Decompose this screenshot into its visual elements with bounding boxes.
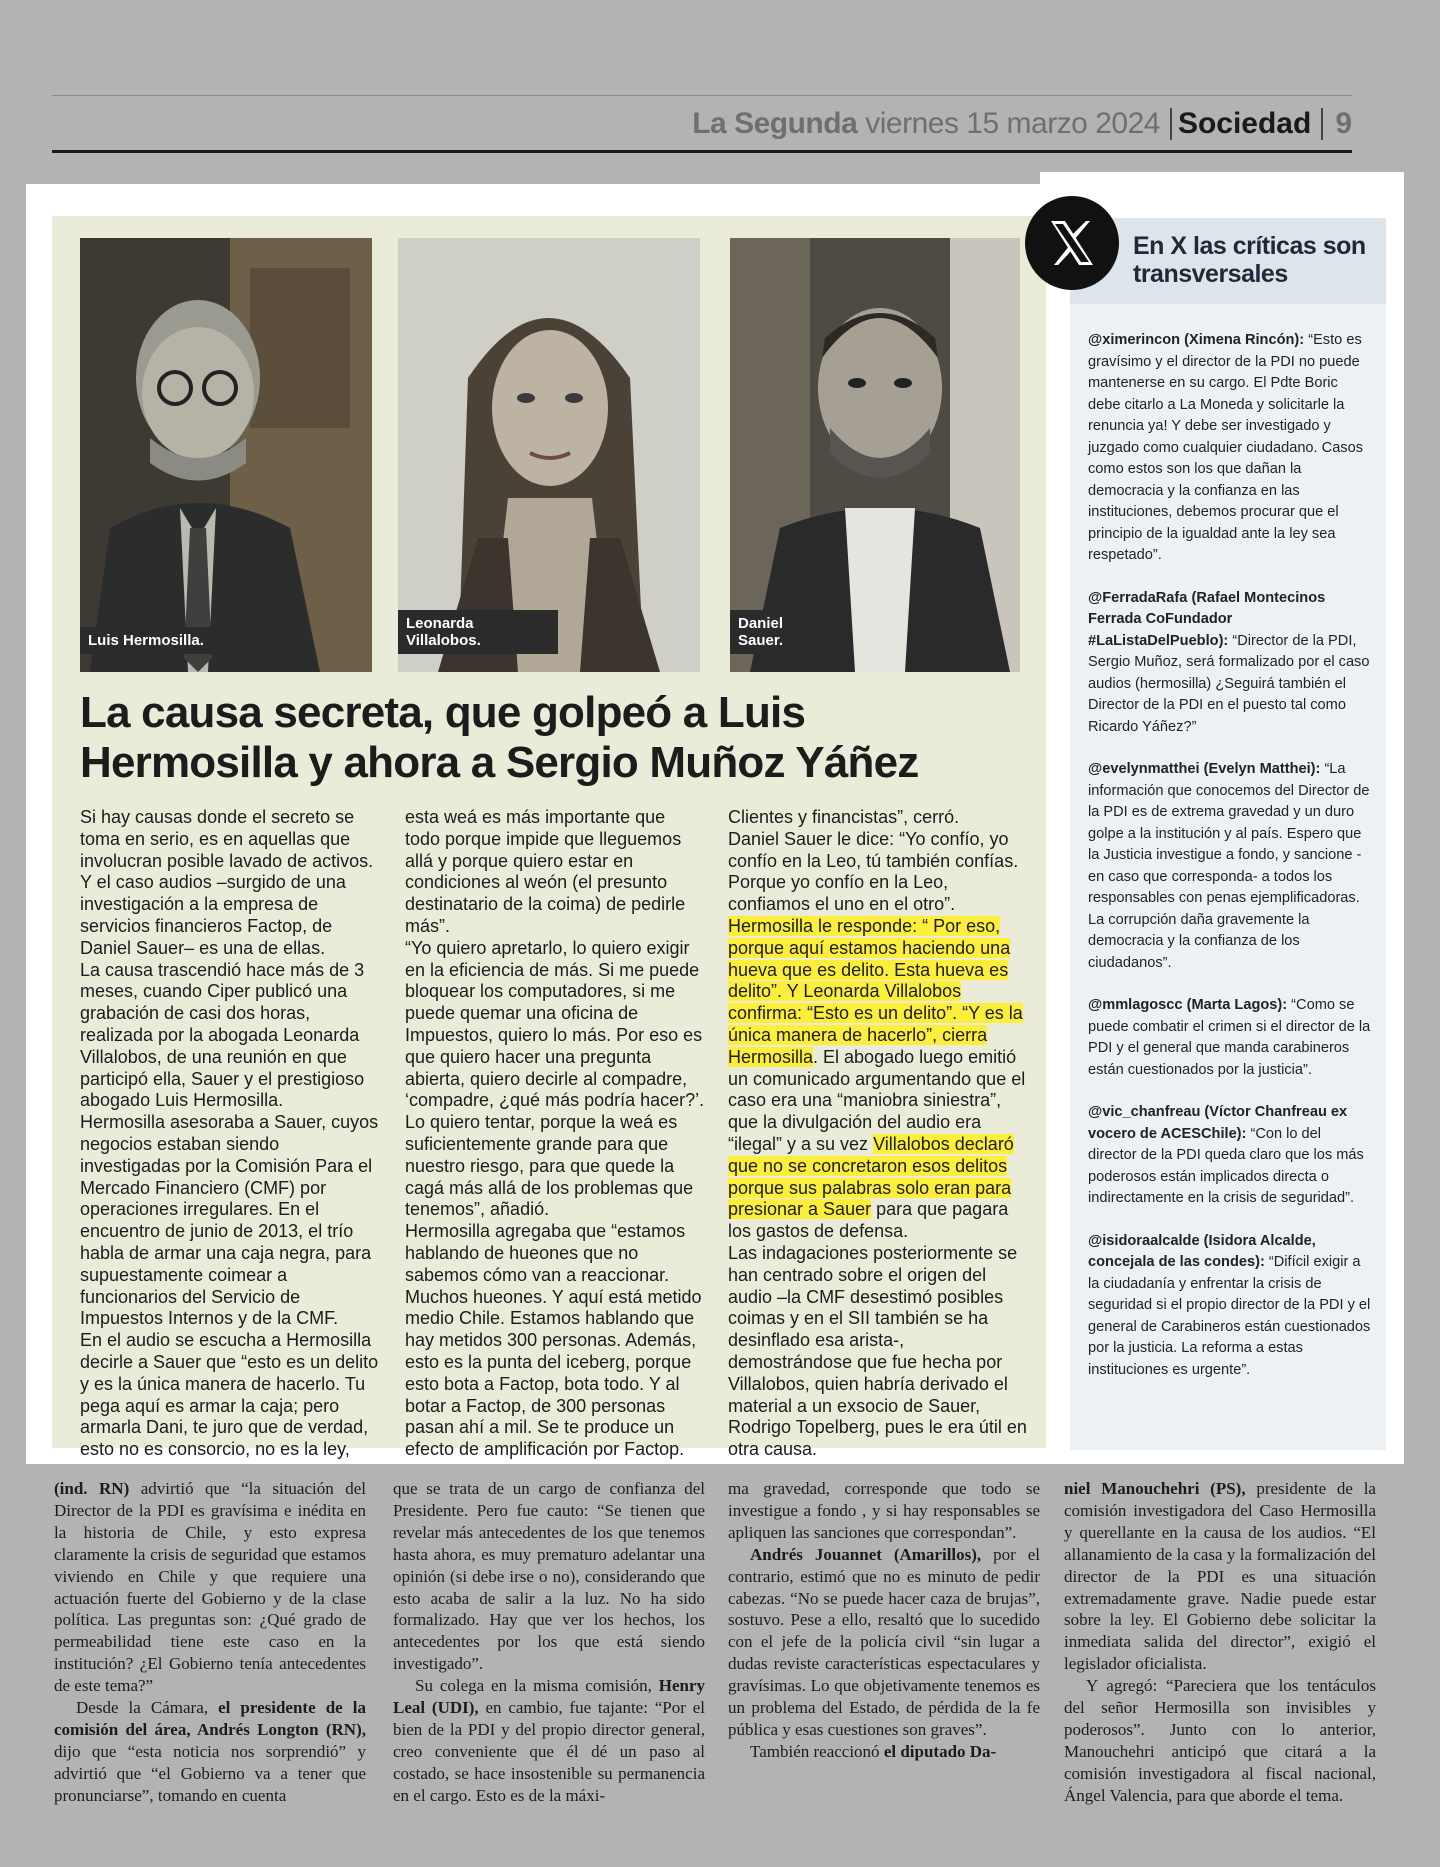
x-logo-icon: [1025, 196, 1119, 290]
article-paragraph: “Yo quiero apretarlo, lo quiero exigir en la eficiencia de más. Si me puede bloquear los computadores, si me puede quemar una oficina de Impuestos, quiero lo más. Por eso es que quiero hacer una pregunta abierta, quiero decirle al compadre, ‘compadre, ¿qué más podría hacer?’. Lo quiero tentar, porque la weá es suficientemente grande para que nuestro riesgo, para que quede la cagá más allá de los problemas que tenemos”, añadió.: [405, 937, 705, 1220]
bold-text: niel Manouchehri (PS),: [1064, 1479, 1246, 1498]
bold-text: el presidente de la comisión del área, Andrés Longton (RN),: [54, 1698, 366, 1739]
bottom-column-1: [54, 1478, 366, 1807]
article-paragraph: Si hay causas donde el secreto se toma en serio, es en aquellas que involucran posible lavado de activos. Y el caso audios –surgido de una investigación a la empresa de servicios financieros Factop, de Daniel Sauer– es una de ellas.: [80, 807, 374, 958]
portrait-image: [398, 238, 700, 672]
highlighted-quote: Hermosilla le responde: “ Por eso, porque aquí estamos haciendo una hueva que es delito. Esta hueva es delito”. Y Leonarda Villalobos confirma: “Esto es un delito”. “Y es la única manera de hacerlo”, cierra Hermosilla: [728, 915, 1023, 1067]
masthead: [52, 98, 1352, 150]
article-text: . El abogado luego emitió un comunicado argumentando que el caso era una “maniobra siniestra”, que la divulgación del audio era “ilegal” y a su vez: [728, 1046, 1026, 1154]
article-paragraph: esta weá es más importante que todo porque impide que lleguemos allá y porque quiero estar en condiciones al weón (el presunto destinatario de la coima) de pedirle más”.: [405, 807, 686, 936]
bottom-paragraph: [728, 1544, 1040, 1741]
post-text: “Con lo del director de la PDI queda claro que los más poderosos están implicados directa o indirectamente en la crisis de seguridad”.: [1088, 1125, 1364, 1206]
portrait-image: [730, 238, 1020, 672]
bottom-paragraph: que se trata de un cargo de confianza del Presidente. Pero fue cauto: “Se tienen que revelar más antecedentes de los que tenemos hasta ahora, es muy prematuro adelantar una opinión (si debe irse o no), considerando que esto acaba de salir a la luz. No ha sido formalizado. Hay que ver los hechos, los antecedentes por los que está siendo investigado”.: [393, 1479, 705, 1674]
highlighted-quote: Villalobos declaró que no se concretaron esos delitos porque sus palabras solo eran para presionar a Sauer: [728, 1133, 1014, 1220]
masthead-bottom-rule: [52, 150, 1352, 153]
photo-leonarda-villalobos: [398, 238, 700, 672]
issue-date: viernes 15 marzo 2024: [865, 107, 1160, 140]
post-handle: @isidoraalcalde (Isidora Alcalde, concejala de las condes):: [1088, 1232, 1316, 1270]
post-text: “Difícil exigir a la ciudadanía y enfrentar la crisis de seguridad si el propio director de la PDI y el general de Carabineros están cuestionados por la justicia. La reforma a estas instituciones es urgente”.: [1088, 1254, 1371, 1378]
article-paragraph: Clientes y financistas”, cerró.: [728, 807, 960, 827]
bottom-column-2: [393, 1478, 705, 1807]
post-handle: @mmlagoscc (Marta Lagos):: [1088, 997, 1288, 1013]
bold-text: Henry Leal (UDI),: [393, 1676, 705, 1718]
body-text: por el contrario, estimó que no es minuto de pedir cabezas. “No se puede hacer caza de brujas”, sostuvo. Pese a ello, resaltó que lo sucedido con el jefe de la policía civil “sin lugar a dudas reviste características espectaculares y gravísimas. Lo que objetivamente tenemos es un problema del Estado, de pérdida de la fe pública y esas cuestiones son graves”.: [728, 1544, 1040, 1739]
body-text: advirtió que “la situación del Director de la PDI es gravísima e inédita en la historia de Chile, y esto expresa claramente la crisis de seguridad que estamos viviendo en Chile y que requiere una actuación fuerte del Gobierno y de la clase política. Las preguntas son: ¿Qué grado de permeabilidad tiene este caso en la institución? ¿El Gobierno tenía antecedentes de este tema?”: [54, 1479, 366, 1696]
bottom-paragraph: Y agregó: “Pareciera que los tentáculos del señor Hermosilla son invisibles y poderosos”. Junto con lo anterior, Manouchehri anticipó que citará a la comisión investigadora al fiscal nacional, Ángel Valencia, para que aborde el tema.: [1064, 1676, 1376, 1805]
newspaper-name: La Segunda: [692, 107, 858, 140]
article-column-3: [728, 807, 1032, 1461]
photo-caption: Daniel Sauer.: [730, 610, 836, 654]
post-text: “La información que conocemos del Director de la PDI es de extrema gravedad y un duro golpe a la institución y al país. Espero que la Justicia investigue a fondo, y sancione -en caso que corresponda- a todos los responsables con penas ejemplificadoras. La corrupción daña gravemente la democracia y la confianza de los ciudadanos”.: [1088, 761, 1370, 971]
portrait-image: [80, 238, 372, 672]
article-paragraph: [728, 916, 1032, 1243]
masthead-separator: [1170, 108, 1172, 140]
body-text: en cambio, fue tajante: “Por el bien de la PDI y del propio director general, creo conveniente que él dé un paso al costado, se hace insostenible su permanencia en el cargo. Esto es de la máxi-: [393, 1698, 705, 1805]
bottom-paragraph: [393, 1675, 705, 1806]
masthead-separator: [1321, 108, 1323, 140]
article-headline: La causa secreta, que golpeó a Luis Hermosilla y ahora a Sergio Muñoz Yáñez: [80, 688, 919, 787]
article-text: para que pagara los gastos de defensa.: [728, 1199, 1009, 1242]
x-post: [1088, 1102, 1373, 1210]
x-post: [1088, 1231, 1373, 1382]
article-paragraph: La causa trascendió hace más de 3 meses, cuando Ciper publicó una grabación de casi dos horas, realizada por la abogada Leonarda Villalobos, de una reunión en que participó ella, Sauer y el prestigioso abogado Luis Hermosilla.: [80, 959, 365, 1111]
body-text: Su colega en la misma comisión,: [415, 1676, 659, 1696]
bold-text: el diputado Da-: [883, 1741, 997, 1761]
article-paragraph: Hermosilla agregaba que “estamos hablando de hueones que no sabemos cómo van a reaccionar. Muchos hueones. Y aquí está metido medio Chile. Estamos hablando que hay metidos 300 personas. Además, esto es la punta del iceberg, porque esto bota a Factop, bota todo. Y al botar a Factop, de 300 personas pasan ahí a mil. Se te produce un efecto de amplificación por Factop.: [405, 1221, 702, 1460]
bottom-paragraph: [54, 1478, 366, 1697]
bold-text: (ind. RN): [54, 1479, 130, 1498]
post-handle: @FerradaRafa (Rafael Montecinos Ferrada CoFundador #LaListaDelPueblo):: [1088, 589, 1326, 649]
article-column-1: [80, 807, 384, 1461]
x-post: [1088, 588, 1373, 739]
bottom-paragraph: [54, 1697, 366, 1807]
page-number: 9: [1335, 107, 1352, 140]
bottom-paragraph: ma gravedad, corresponde que todo se investigue a fondo , y si hay responsables se apliquen las sanciones que correspondan”.: [728, 1479, 1040, 1542]
post-text: “Esto es gravísimo y el director de la PDI no puede mantenerse en su cargo. El Pdte Boric debe citarlo a La Moneda y solicitarle la renuncia ya! Y debe ser investigado y juzgado como cualquier ciudadano. Casos como estos son los que dañan la democracia y la confianza en las instituciones, debemos procurar que el principio de la igualdad ante la ley sea respetado”.: [1088, 332, 1364, 563]
photo-daniel-sauer: [730, 238, 1020, 672]
sidebar-title: En X las críticas son transversales: [1133, 232, 1366, 288]
photo-caption: Luis Hermosilla.: [80, 627, 284, 654]
post-text: “Director de la PDI, Sergio Muñoz, será formalizado por el caso audios (hermosilla) ¿Seguirá también el Director de la PDI en el puesto tal como Ricardo Yáñez?”: [1088, 632, 1370, 735]
bottom-paragraph: [728, 1741, 1040, 1763]
x-post: [1088, 995, 1373, 1081]
photo-caption: Leonarda Villalobos.: [398, 610, 558, 654]
post-handle: @ximerincon (Ximena Rincón):: [1088, 332, 1305, 348]
article-paragraph: Daniel Sauer le dice: “Yo confío, yo confío en la Leo, tú también confías. Porque yo confío en la Leo, confiamos el uno en el otro”.: [728, 828, 1019, 915]
body-text: presidente de la comisión investigadora del Caso Hermosilla y querellante en la causa de los audios. “El allanamiento de la casa y la formalización del director de la PDI es una situación extremadamente grave. Nadie puede estar sobre la ley. El Gobierno debe solicitar la inmediata salida del director”, exigió el legislador oficialista.: [1064, 1479, 1376, 1674]
bottom-paragraph: [1064, 1478, 1376, 1675]
post-text: “Como se puede combatir el crimen si el director de la PDI y el general que manda carabineros están cuestionados por la justicia”.: [1088, 997, 1371, 1078]
article-column-2: [405, 807, 705, 1461]
article-paragraph: En el audio se escucha a Hermosilla decirle a Sauer que “esto es un delito y es la única manera de hacerlo. Tu pega aquí es armar la caja; pero armarla Dani, te juro que de verdad, esto no es consorcio, no es la ley,: [80, 1330, 379, 1460]
x-post: [1088, 759, 1373, 974]
x-logo-glyph: [1045, 216, 1099, 270]
post-handle: @vic_chanfreau (Víctor Chanfreau ex vocero de ACESChile):: [1088, 1104, 1348, 1142]
body-text: Desde la Cámara,: [76, 1698, 219, 1718]
article-paragraph: Hermosilla asesoraba a Sauer, cuyos negocios estaban siendo investigadas por la Comisión Para el Mercado Financiero (CMF) por operaciones irregulares. En el encuentro de junio de 2013, el trío habla de armar una caja negra, para supuestamente coimear a funcionarios del Servicio de Impuestos Internos y de la CMF.: [80, 1112, 379, 1329]
article-paragraph: Las indagaciones posteriormente se han centrado sobre el origen del audio –la CMF desestimó posibles coimas y en el SII también se ha desinflado esa arista-, demostrándose que fue hecha por Villalobos, quien habría derivado el material a un exsocio de Sauer, Rodrigo Topelberg, pues le era útil en otra causa.: [728, 1242, 1027, 1460]
body-text: También reaccionó: [750, 1741, 884, 1761]
bold-text: Andrés Jouannet (Amarillos),: [750, 1544, 982, 1564]
post-handle: @evelynmatthei (Evelyn Matthei):: [1088, 761, 1321, 777]
bottom-column-4: [1064, 1478, 1376, 1807]
masthead-top-rule: [52, 95, 1352, 96]
sidebar-posts: [1088, 330, 1373, 1402]
x-post: [1088, 330, 1373, 567]
section-name: Sociedad: [1177, 107, 1312, 140]
body-text: dijo que “esta noticia nos sorprendió” y advirtió que “el Gobierno va a tener que pronunciarse”, tomando en cuenta: [54, 1741, 366, 1805]
photo-luis-hermosilla: [80, 238, 372, 672]
bottom-column-3: [728, 1478, 1040, 1763]
